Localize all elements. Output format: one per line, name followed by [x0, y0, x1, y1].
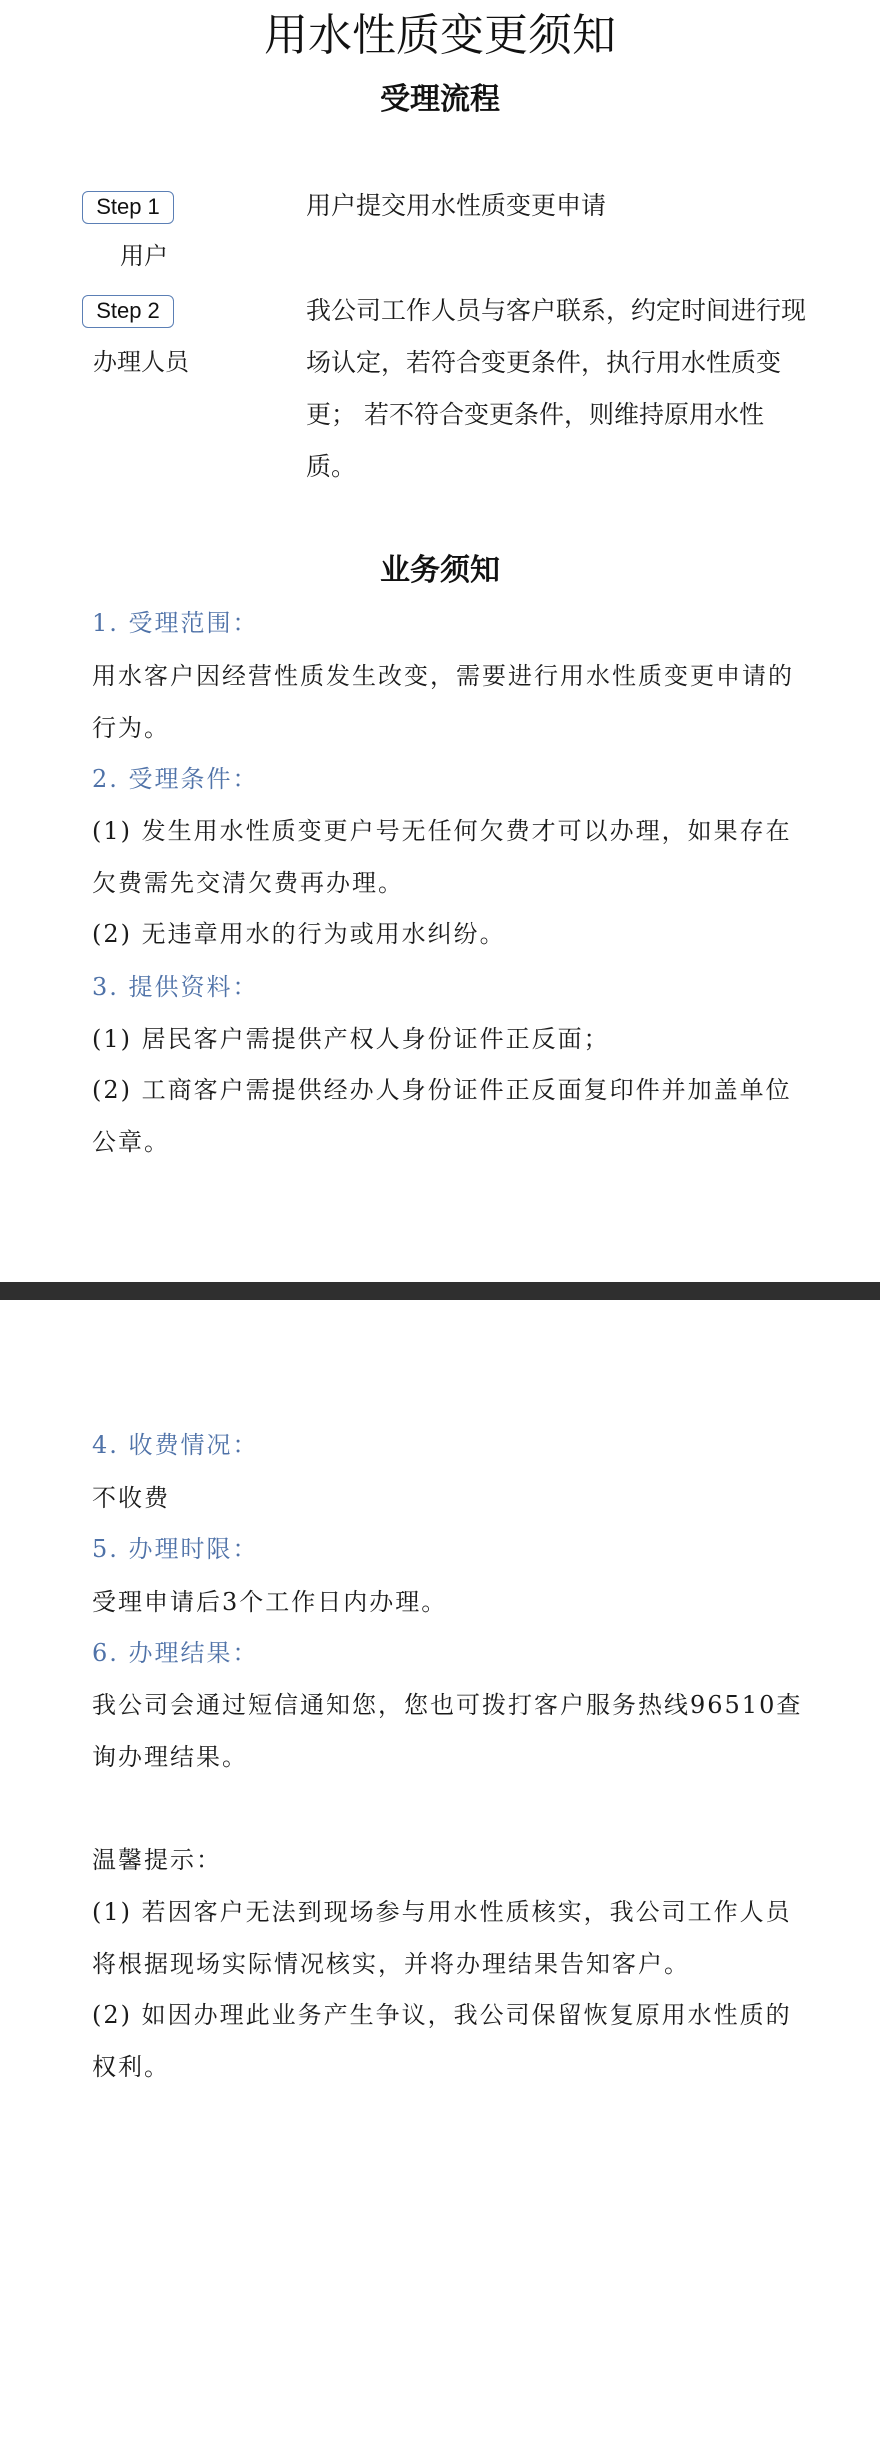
- section-title: 4. 收费情况：: [92, 1431, 259, 1459]
- section-title: 1. 受理范围：: [92, 609, 259, 637]
- section-text: (1) 居民客户需提供产权人身份证件正反面；: [92, 1025, 610, 1053]
- section-text: (2) 无违章用水的行为或用水纠纷。: [92, 920, 506, 948]
- tips-title: 温馨提示：: [92, 1846, 222, 1874]
- step-1-badge: Step 1: [82, 191, 174, 224]
- step-2-description: 我公司工作人员与客户联系，约定时间进行现场认定，若符合变更条件，执行用水性质变更； 若不符合变更条件，则维持原用水性质。: [306, 296, 807, 481]
- step-2-role: 办理人员: [93, 348, 189, 376]
- section-title: 5. 办理时限：: [92, 1535, 259, 1563]
- section-text: (1) 发生用水性质变更户号无任何欠费才可以办理，如果存在欠费需先交清欠费再办理。: [92, 817, 792, 897]
- section-text: 用水客户因经营性质发生改变，需要进行用水性质变更申请的行为。: [92, 662, 794, 742]
- section-text: 不收费: [92, 1484, 170, 1512]
- page-title: 用水性质变更须知: [264, 10, 616, 61]
- section-text: 受理申请后3个工作日内办理。: [92, 1588, 448, 1616]
- process-heading: 受理流程: [380, 82, 500, 117]
- tip-item: (1) 若因客户无法到现场参与用水性质核实，我公司工作人员将根据现场实际情况核实，并将办理结果告知客户。: [92, 1898, 792, 1978]
- notice-heading: 业务须知: [380, 553, 500, 588]
- section-title: 3. 提供资料：: [92, 973, 259, 1001]
- section-title: 2. 受理条件：: [92, 765, 259, 793]
- page-break-divider: [0, 1282, 880, 1300]
- step-1-description: 用户提交用水性质变更申请: [306, 191, 607, 220]
- section-text: 我公司会通过短信通知您，您也可拨打客户服务热线96510查询办理结果。: [92, 1691, 803, 1771]
- step-1-role: 用户: [120, 242, 168, 270]
- tip-item: (2) 如因办理此业务产生争议，我公司保留恢复原用水性质的权利。: [92, 2001, 792, 2081]
- section-text: (2) 工商客户需提供经办人身份证件正反面复印件并加盖单位公章。: [92, 1076, 792, 1156]
- step-2-badge: Step 2: [82, 295, 174, 328]
- section-title: 6. 办理结果：: [92, 1639, 259, 1667]
